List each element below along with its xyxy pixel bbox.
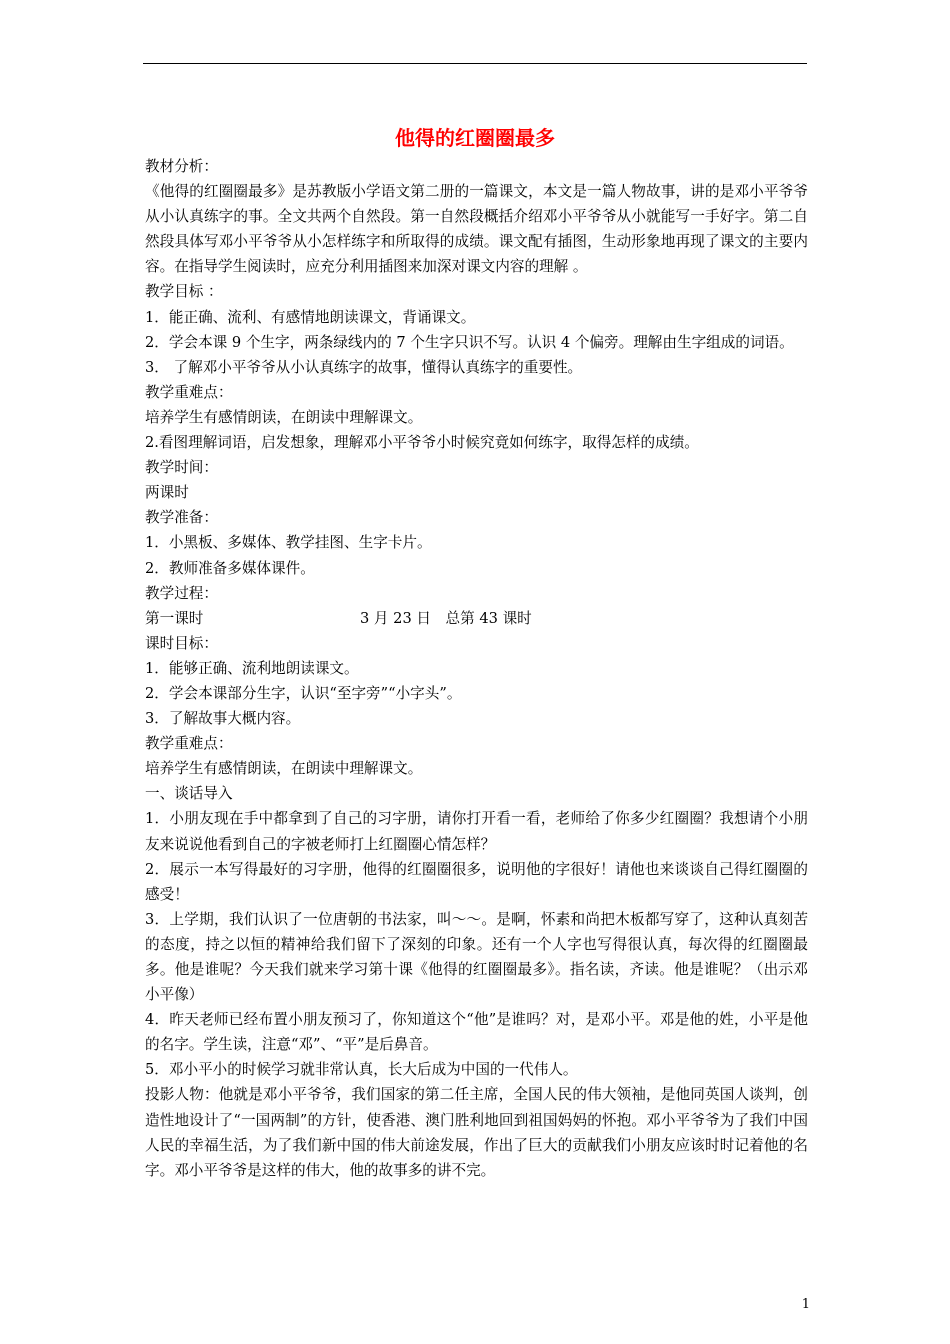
heading-lesson-objectives: 课时目标： (145, 634, 218, 652)
heading-objectives: 教学目标 ： (145, 283, 223, 301)
heading-process: 教学过程： (145, 584, 218, 602)
lesson-info-row (145, 606, 808, 631)
preparation-item: 1．小黑板、多媒体、教学挂图、生字卡片。 (145, 534, 432, 552)
intro-step: 2．展示一本写得最好的习字册，他得的红圈圈很多，说明他的字很好！请他也来谈谈自己得红圈圈的感受！ (145, 860, 808, 903)
paragraph-material-analysis: 《他得的红圈圈最多》是苏教版小学语文第二册的一篇课文，本文是一篇人物故事，讲的是邓小平爷爷从小认真练字的事。全文共两个自然段。第一自然段概括介绍邓小平爷爷从小就能写一手好字。第二自然段具体写邓小平爷爷从小怎样练字和所取得的成绩。课文配有插图，生动形象地再现了课文的主要内容。在指导学生阅读时，应充分利用插图来加深对课文内容的理解 。 (145, 183, 808, 276)
lesson-objective-item: 3．了解故事大概内容。 (145, 710, 301, 728)
heading-teaching-time: 教学时间： (145, 459, 218, 477)
header-rule (143, 63, 807, 64)
key-point-item: 培养学生有感情朗读，在朗读中理解课文。 (145, 408, 423, 426)
preparation-item: 2．教师准备多媒体课件。 (145, 559, 315, 577)
intro-step: 1．小朋友现在手中都拿到了自己的习字册，请你打开看一看，老师给了你多少红圈圈？我想请个小朋友来说说他看到自己的字被老师打上红圈圈心情怎样？ (145, 810, 808, 853)
lesson-date: 3 月 23 日 总第 43 课时 (360, 609, 532, 627)
teaching-time-value: 两课时 (145, 484, 189, 502)
section-heading-intro: 一、谈话导入 (145, 785, 233, 803)
lesson-objective-item: 2．学会本课部分生字，认识“至字旁”“小字头”。 (145, 684, 462, 702)
heading-key-points: 教学重难点： (145, 383, 233, 401)
intro-step: 3．上学期，我们认识了一位唐朝的书法家，叫～～。是啊，怀素和尚把木板都写穿了，这种认真刻苦的态度，持之以恒的精神给我们留下了深刻的印象。还有一个人字也写得很认真，每次得的红圈圈最多。他是谁呢？今天我们就来学习第十课《他得的红圈圈最多》。指名读，齐读。他是谁呢？（出示邓小平像） (145, 910, 808, 1004)
heading-lesson-key-points: 教学重难点： (145, 735, 233, 753)
intro-step: 5．邓小平小的时候学习就非常认真，长大后成为中国的一代伟人。 (145, 1061, 578, 1079)
projection-paragraph: 投影人物：他就是邓小平爷爷，我们国家的第二任主席，全国人民的伟大领袖，是他同英国人谈判，创造性地设计了“一国两制”的方针，使香港、澳门胜利地回到祖国妈妈的怀抱。邓小平爷爷为了我们中国人民的幸福生活，为了我们新中国的伟大前途发展，作出了巨大的贡献我们小朋友应该时时记着他的名字。邓小平爷爷是这样的伟大，他的故事多的讲不完。 (145, 1086, 808, 1179)
lesson-label: 第一课时 (145, 609, 204, 627)
document-title: 他得的红圈圈最多 (395, 126, 555, 150)
heading-material-analysis: 教材分析： (145, 158, 218, 175)
heading-preparation: 教学准备： (145, 509, 218, 527)
objective-item: 2．学会本课 9 个生字，两条绿线内的 7 个生字只识不写。认识 4 个偏旁。理解由生字组成的词语。 (145, 333, 794, 351)
objective-item: 1．能正确、流利、有感情地朗读课文，背诵课文。 (145, 308, 476, 326)
lesson-objective-item: 1．能够正确、流利地朗读课文。 (145, 659, 359, 677)
key-point-item: 2.看图理解词语，启发想象，理解邓小平爷爷小时候究竟如何练字，取得怎样的成绩。 (145, 434, 699, 452)
intro-step: 4．昨天老师已经布置小朋友预习了，你知道这个“他”是谁吗？对，是邓小平。邓是他的姓，小平是他的名字。学生读，注意“邓”、“平”是后鼻音。 (145, 1011, 808, 1054)
page-number: 1 (801, 1297, 810, 1312)
objective-item: 3． 了解邓小平爷爷从小认真练字的故事，懂得认真练字的重要性。 (145, 358, 583, 376)
lesson-key-point: 培养学生有感情朗读，在朗读中理解课文。 (145, 760, 423, 778)
document-body (145, 154, 808, 1183)
